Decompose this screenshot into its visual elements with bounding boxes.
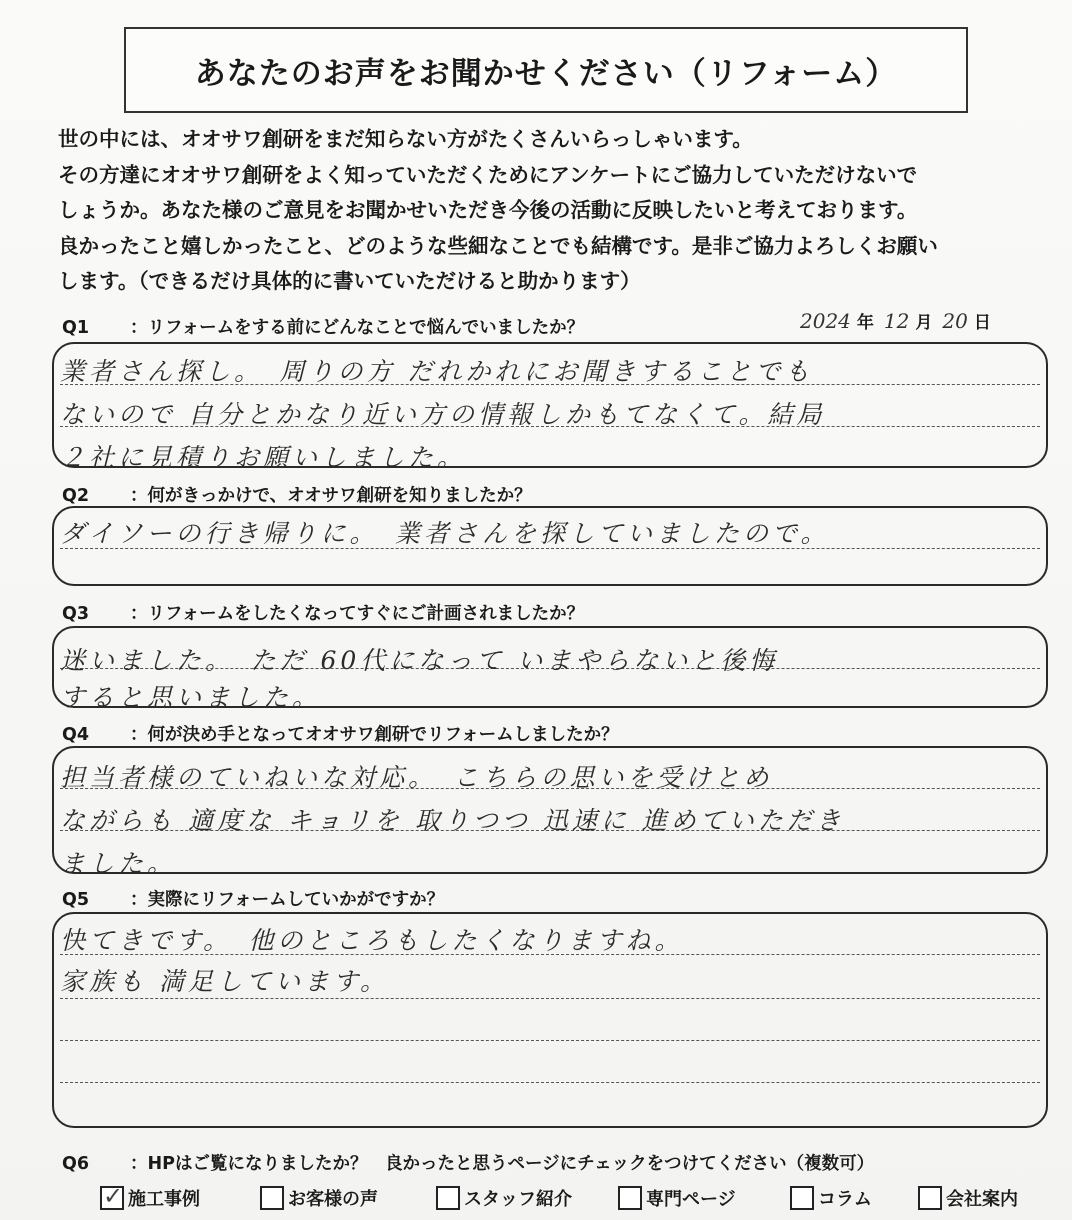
question-4 <box>62 721 619 746</box>
checkbox-construction-examples[interactable] <box>100 1182 200 1211</box>
question-number: Q3 <box>62 604 90 624</box>
checkbox-label: 施工事例 <box>128 1189 200 1210</box>
answer-line: ないので 自分とかなり近い方の情報しかもてなくて。結局 <box>60 400 826 429</box>
intro-line: その方達にオオサワ創研をよく知っていただくためにアンケートにご協力していただけないで <box>58 162 918 187</box>
checkbox-label: 専門ページ <box>646 1189 736 1210</box>
intro-text <box>58 122 1048 300</box>
question-text: ：リフォームをしたくなってすぐにご計画されましたか？ <box>130 604 585 624</box>
question-text: ：HPはご覧になりましたか？ 良かったと思うページにチェックをつけてください（複数可） <box>130 1154 875 1174</box>
answer-line: 家族も 満足しています。 <box>60 967 389 996</box>
page-title: あなたのお声をお聞かせください（リフォーム） <box>194 55 898 92</box>
checkbox-column[interactable] <box>790 1185 872 1211</box>
question-text: ：何がきっかけで、オオサワ創研を知りましたか？ <box>130 486 532 506</box>
dashed-rule <box>60 1040 1040 1041</box>
date-day[interactable]: 20 <box>942 309 968 333</box>
checkbox-square[interactable] <box>260 1186 284 1210</box>
question-number: Q5 <box>62 890 90 910</box>
date-month-unit: 月 <box>915 313 933 333</box>
checkbox-specialty-page[interactable] <box>618 1185 736 1211</box>
question-5 <box>62 886 444 911</box>
answer-line: ダイソーの行き帰りに。 業者さんを探していましたので。 <box>60 519 830 548</box>
checkbox-square[interactable] <box>100 1182 124 1210</box>
date-year[interactable]: 2024 <box>800 309 851 333</box>
question-number: Q6 <box>62 1154 90 1174</box>
question-1 <box>62 314 584 339</box>
answer-line: 快てきです。 他のところもしたくなりますね。 <box>60 926 684 955</box>
dashed-rule <box>60 998 1040 999</box>
intro-line: します。（できるだけ具体的に書いていただけると助かります） <box>58 269 641 293</box>
intro-line: 良かったこと嬉しかったこと、どのような些細なことでも結構です。是非ご協力よろしくお願い <box>58 233 938 258</box>
checkbox-customer-voices[interactable] <box>260 1185 378 1211</box>
answer-line: 業者さん探し。 周りの方 だれかれにお聞きすることでも <box>60 357 814 386</box>
checkbox-square[interactable] <box>618 1186 642 1210</box>
date-month[interactable]: 12 <box>883 309 910 333</box>
answer-line: 迷いました。 ただ 60代になって いまやらないと後悔 <box>60 646 779 675</box>
answer-line: ながらも 適度な キョリを 取りつつ 迅速に 進めていただき <box>60 806 845 835</box>
dashed-rule <box>60 1082 1040 1083</box>
question-number: Q2 <box>62 486 90 506</box>
check-mark-icon: ✓ <box>103 1182 124 1210</box>
checkbox-label: コラム <box>818 1189 872 1210</box>
question-6 <box>62 1150 874 1175</box>
checkbox-square[interactable] <box>436 1186 460 1210</box>
intro-line: しょうか。あなた様のご意見をお聞かせいただき今後の活動に反映したいと考えております。 <box>58 198 918 222</box>
checkbox-label: お客様の声 <box>288 1189 378 1210</box>
answer-line: ました。 <box>60 849 177 878</box>
answer-line: ２社に見積りお願いしました。 <box>60 443 467 472</box>
date-day-unit: 日 <box>973 313 991 333</box>
question-number: Q1 <box>62 318 90 338</box>
checkbox-label: スタッフ紹介 <box>464 1189 572 1210</box>
question-3 <box>62 600 584 625</box>
hp-checkbox-row <box>100 1183 1060 1219</box>
question-text: ：実際にリフォームしていかがですか？ <box>130 890 445 910</box>
date-field <box>800 308 1001 333</box>
checkbox-staff-intro[interactable] <box>436 1185 572 1211</box>
title-box <box>124 27 968 113</box>
question-2 <box>62 482 532 507</box>
checkbox-square[interactable] <box>918 1186 942 1210</box>
answer-line: 担当者様のていねいな対応。 こちらの思いを受けとめ <box>60 763 773 792</box>
answer-line: すると思いました。 <box>60 683 322 712</box>
date-year-unit: 年 <box>856 313 874 333</box>
checkbox-company-info[interactable] <box>918 1185 1018 1211</box>
checkbox-label: 会社案内 <box>946 1189 1018 1210</box>
question-text: ：リフォームをする前にどんなことで悩んでいましたか？ <box>130 318 585 338</box>
intro-line: 世の中には、オオサワ創研をまだ知らない方がたくさんいらっしゃいます。 <box>58 127 753 151</box>
checkbox-square[interactable] <box>790 1186 814 1210</box>
question-text: ：何が決め手となってオオサワ創研でリフォームしましたか？ <box>130 725 619 745</box>
question-number: Q4 <box>62 725 90 745</box>
